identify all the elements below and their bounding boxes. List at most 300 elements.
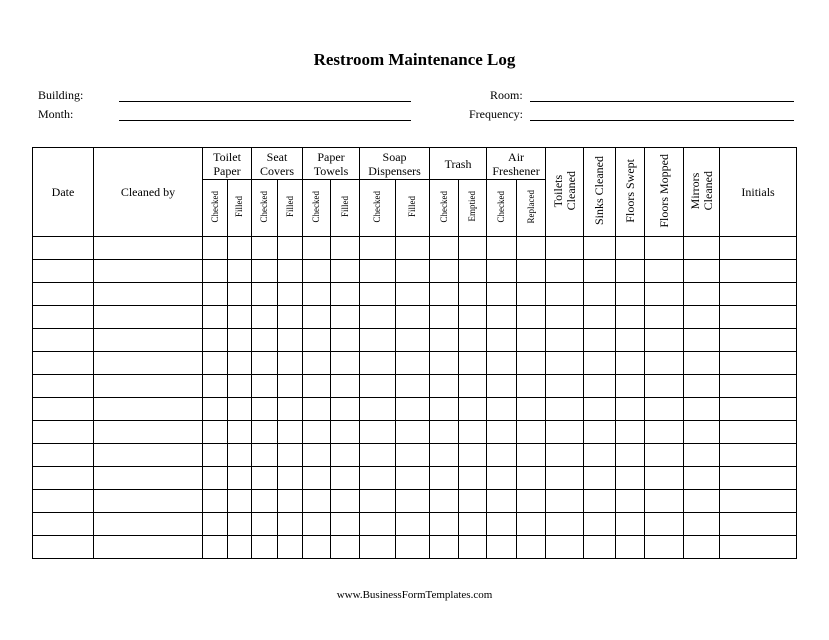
log-cell[interactable]	[252, 421, 278, 444]
log-cell[interactable]	[546, 283, 584, 306]
log-cell[interactable]	[517, 444, 546, 467]
log-cell[interactable]	[303, 490, 331, 513]
log-cell[interactable]	[303, 283, 331, 306]
log-cell[interactable]	[228, 237, 252, 260]
log-cell[interactable]	[331, 398, 360, 421]
log-cell[interactable]	[33, 375, 94, 398]
log-cell[interactable]	[720, 237, 797, 260]
log-cell[interactable]	[278, 260, 303, 283]
log-cell[interactable]	[584, 398, 616, 421]
task-header-label	[658, 154, 671, 228]
log-cell[interactable]	[228, 283, 252, 306]
log-cell[interactable]	[517, 513, 546, 536]
log-cell[interactable]	[616, 260, 645, 283]
log-cell[interactable]	[584, 352, 616, 375]
log-cell[interactable]	[360, 283, 396, 306]
log-cell[interactable]	[360, 352, 396, 375]
log-cell[interactable]	[487, 467, 517, 490]
log-cell[interactable]	[94, 260, 203, 283]
log-cell[interactable]	[546, 329, 584, 352]
log-cell[interactable]	[360, 490, 396, 513]
room-field[interactable]	[530, 101, 794, 102]
log-cell[interactable]	[33, 352, 94, 375]
log-cell[interactable]	[487, 375, 517, 398]
task-header-label	[593, 156, 606, 225]
log-cell[interactable]	[94, 329, 203, 352]
sub-header	[396, 180, 430, 237]
log-cell[interactable]	[546, 536, 584, 559]
log-cell[interactable]	[278, 283, 303, 306]
log-cell[interactable]	[360, 536, 396, 559]
log-cell[interactable]	[720, 352, 797, 375]
log-cell[interactable]	[720, 260, 797, 283]
log-cell[interactable]	[94, 398, 203, 421]
log-cell[interactable]	[584, 490, 616, 513]
log-cell[interactable]	[396, 536, 430, 559]
log-cell[interactable]	[584, 260, 616, 283]
log-cell[interactable]	[94, 444, 203, 467]
log-cell[interactable]	[616, 306, 645, 329]
log-cell[interactable]	[33, 467, 94, 490]
log-cell[interactable]	[33, 283, 94, 306]
log-cell[interactable]	[252, 490, 278, 513]
log-cell[interactable]	[684, 421, 720, 444]
log-cell[interactable]	[487, 536, 517, 559]
log-cell[interactable]	[459, 536, 487, 559]
log-cell[interactable]	[94, 513, 203, 536]
log-cell[interactable]	[616, 467, 645, 490]
log-cell[interactable]	[203, 421, 228, 444]
log-cell[interactable]	[684, 306, 720, 329]
log-cell[interactable]	[252, 444, 278, 467]
log-cell[interactable]	[517, 398, 546, 421]
log-cell[interactable]	[430, 467, 459, 490]
log-cell[interactable]	[430, 329, 459, 352]
log-cell[interactable]	[517, 306, 546, 329]
log-cell[interactable]	[203, 306, 228, 329]
log-cell[interactable]	[360, 421, 396, 444]
log-cell[interactable]	[487, 398, 517, 421]
log-cell[interactable]	[616, 513, 645, 536]
log-cell[interactable]	[396, 513, 430, 536]
log-cell[interactable]	[487, 490, 517, 513]
log-cell[interactable]	[430, 421, 459, 444]
log-cell[interactable]	[487, 444, 517, 467]
log-cell[interactable]	[517, 329, 546, 352]
log-cell[interactable]	[684, 260, 720, 283]
log-cell[interactable]	[584, 513, 616, 536]
log-cell[interactable]	[278, 352, 303, 375]
log-cell[interactable]	[720, 490, 797, 513]
log-cell[interactable]	[546, 306, 584, 329]
log-cell[interactable]	[517, 421, 546, 444]
log-cell[interactable]	[430, 237, 459, 260]
log-cell[interactable]	[360, 398, 396, 421]
log-row	[33, 444, 797, 467]
log-row	[33, 490, 797, 513]
log-cell[interactable]	[396, 352, 430, 375]
log-cell[interactable]	[684, 237, 720, 260]
log-cell[interactable]	[94, 237, 203, 260]
log-cell[interactable]	[645, 329, 684, 352]
log-cell[interactable]	[720, 513, 797, 536]
log-cell[interactable]	[228, 513, 252, 536]
log-cell[interactable]	[331, 375, 360, 398]
log-cell[interactable]	[645, 490, 684, 513]
log-cell[interactable]	[331, 536, 360, 559]
log-cell[interactable]	[645, 375, 684, 398]
log-cell[interactable]	[396, 467, 430, 490]
log-cell[interactable]	[278, 306, 303, 329]
log-cell[interactable]	[94, 283, 203, 306]
log-cell[interactable]	[720, 421, 797, 444]
log-cell[interactable]	[459, 306, 487, 329]
log-cell[interactable]	[278, 398, 303, 421]
log-cell[interactable]	[278, 421, 303, 444]
log-cell[interactable]	[228, 398, 252, 421]
log-cell[interactable]	[645, 237, 684, 260]
log-cell[interactable]	[430, 283, 459, 306]
log-cell[interactable]	[278, 467, 303, 490]
log-cell[interactable]	[228, 490, 252, 513]
log-cell[interactable]	[331, 421, 360, 444]
log-cell[interactable]	[517, 467, 546, 490]
log-cell[interactable]	[720, 398, 797, 421]
log-cell[interactable]	[584, 421, 616, 444]
log-cell[interactable]	[546, 375, 584, 398]
log-cell[interactable]	[584, 536, 616, 559]
log-cell[interactable]	[203, 352, 228, 375]
log-cell[interactable]	[684, 536, 720, 559]
log-cell[interactable]	[94, 352, 203, 375]
log-cell[interactable]	[203, 536, 228, 559]
log-cell[interactable]	[303, 237, 331, 260]
log-cell[interactable]	[303, 467, 331, 490]
task-header-line1: Mirrors	[687, 172, 702, 209]
log-cell[interactable]	[303, 260, 331, 283]
log-cell[interactable]	[303, 306, 331, 329]
log-cell[interactable]	[303, 329, 331, 352]
log-cell[interactable]	[584, 467, 616, 490]
log-cell[interactable]	[487, 306, 517, 329]
log-cell[interactable]	[228, 306, 252, 329]
log-cell[interactable]	[616, 329, 645, 352]
log-cell[interactable]	[203, 329, 228, 352]
log-cell[interactable]	[720, 444, 797, 467]
log-cell[interactable]	[360, 237, 396, 260]
log-cell[interactable]	[616, 283, 645, 306]
log-cell[interactable]	[459, 398, 487, 421]
log-cell[interactable]	[252, 237, 278, 260]
log-cell[interactable]	[459, 329, 487, 352]
log-cell[interactable]	[33, 444, 94, 467]
sub-header	[517, 180, 546, 237]
log-row	[33, 237, 797, 260]
group-header-line1: Paper	[317, 149, 345, 164]
log-cell[interactable]	[517, 375, 546, 398]
log-cell[interactable]	[487, 237, 517, 260]
log-cell[interactable]	[616, 490, 645, 513]
log-cell[interactable]	[360, 260, 396, 283]
log-cell[interactable]	[517, 283, 546, 306]
log-cell[interactable]	[252, 260, 278, 283]
log-cell[interactable]	[430, 490, 459, 513]
log-cell[interactable]	[459, 444, 487, 467]
log-cell[interactable]	[33, 329, 94, 352]
log-cell[interactable]	[645, 306, 684, 329]
log-cell[interactable]	[546, 260, 584, 283]
log-cell[interactable]	[720, 467, 797, 490]
log-cell[interactable]	[203, 467, 228, 490]
log-cell[interactable]	[252, 467, 278, 490]
log-cell[interactable]	[396, 375, 430, 398]
log-cell[interactable]	[252, 283, 278, 306]
log-cell[interactable]	[584, 306, 616, 329]
log-cell[interactable]	[720, 329, 797, 352]
log-cell[interactable]	[396, 421, 430, 444]
log-cell[interactable]	[720, 283, 797, 306]
log-cell[interactable]	[517, 260, 546, 283]
log-cell[interactable]	[616, 421, 645, 444]
log-cell[interactable]	[228, 375, 252, 398]
log-cell[interactable]	[203, 283, 228, 306]
log-cell[interactable]	[360, 375, 396, 398]
log-cell[interactable]	[252, 536, 278, 559]
log-cell[interactable]	[487, 513, 517, 536]
log-cell[interactable]	[396, 398, 430, 421]
log-cell[interactable]	[278, 513, 303, 536]
log-cell[interactable]	[203, 260, 228, 283]
log-cell[interactable]	[278, 444, 303, 467]
log-cell[interactable]	[228, 421, 252, 444]
log-cell[interactable]	[430, 260, 459, 283]
log-cell[interactable]	[396, 444, 430, 467]
log-cell[interactable]	[616, 444, 645, 467]
log-cell[interactable]	[645, 467, 684, 490]
log-cell[interactable]	[278, 237, 303, 260]
log-cell[interactable]	[396, 306, 430, 329]
log-cell[interactable]	[584, 329, 616, 352]
log-cell[interactable]	[459, 375, 487, 398]
log-cell[interactable]	[33, 260, 94, 283]
log-cell[interactable]	[360, 513, 396, 536]
log-cell[interactable]	[33, 421, 94, 444]
log-cell[interactable]	[303, 444, 331, 467]
log-cell[interactable]	[228, 329, 252, 352]
log-cell[interactable]	[684, 283, 720, 306]
log-cell[interactable]	[459, 260, 487, 283]
log-cell[interactable]	[203, 237, 228, 260]
log-cell[interactable]	[203, 375, 228, 398]
log-cell[interactable]	[228, 260, 252, 283]
log-cell[interactable]	[430, 306, 459, 329]
log-cell[interactable]	[459, 352, 487, 375]
log-cell[interactable]	[546, 490, 584, 513]
log-cell[interactable]	[228, 444, 252, 467]
log-cell[interactable]	[616, 375, 645, 398]
log-cell[interactable]	[203, 444, 228, 467]
log-cell[interactable]	[94, 490, 203, 513]
log-cell[interactable]	[203, 490, 228, 513]
log-cell[interactable]	[517, 536, 546, 559]
log-cell[interactable]	[331, 237, 360, 260]
log-cell[interactable]	[487, 352, 517, 375]
sub-header	[228, 180, 252, 237]
log-cell[interactable]	[459, 513, 487, 536]
log-cell[interactable]	[252, 513, 278, 536]
log-cell[interactable]	[546, 444, 584, 467]
log-cell[interactable]	[645, 283, 684, 306]
log-cell[interactable]	[33, 513, 94, 536]
log-cell[interactable]	[616, 398, 645, 421]
log-cell[interactable]	[331, 283, 360, 306]
log-cell[interactable]	[33, 398, 94, 421]
log-cell[interactable]	[684, 329, 720, 352]
log-cell[interactable]	[720, 306, 797, 329]
sub-header	[303, 180, 331, 237]
log-cell[interactable]	[684, 352, 720, 375]
log-cell[interactable]	[616, 352, 645, 375]
log-cell[interactable]	[360, 306, 396, 329]
log-cell[interactable]	[33, 490, 94, 513]
log-cell[interactable]	[616, 237, 645, 260]
log-cell[interactable]	[584, 444, 616, 467]
log-cell[interactable]	[252, 352, 278, 375]
log-cell[interactable]	[303, 352, 331, 375]
log-cell[interactable]	[546, 237, 584, 260]
log-cell[interactable]	[33, 306, 94, 329]
log-cell[interactable]	[331, 306, 360, 329]
log-cell[interactable]	[546, 398, 584, 421]
log-cell[interactable]	[278, 329, 303, 352]
log-cell[interactable]	[430, 352, 459, 375]
log-cell[interactable]	[396, 490, 430, 513]
log-cell[interactable]	[331, 513, 360, 536]
log-cell[interactable]	[645, 260, 684, 283]
log-cell[interactable]	[203, 398, 228, 421]
month-field[interactable]	[119, 120, 411, 121]
log-cell[interactable]	[396, 237, 430, 260]
log-cell[interactable]	[459, 467, 487, 490]
log-cell[interactable]	[278, 536, 303, 559]
log-cell[interactable]	[459, 421, 487, 444]
log-cell[interactable]	[487, 260, 517, 283]
log-cell[interactable]	[616, 536, 645, 559]
log-cell[interactable]	[331, 260, 360, 283]
log-cell[interactable]	[430, 375, 459, 398]
log-cell[interactable]	[430, 536, 459, 559]
log-cell[interactable]	[584, 237, 616, 260]
log-cell[interactable]	[331, 467, 360, 490]
log-cell[interactable]	[228, 352, 252, 375]
log-cell[interactable]	[684, 375, 720, 398]
sub-header-label: Checked	[372, 190, 383, 223]
log-cell[interactable]	[584, 375, 616, 398]
log-cell[interactable]	[331, 444, 360, 467]
log-cell[interactable]	[487, 329, 517, 352]
log-cell[interactable]	[546, 513, 584, 536]
log-cell[interactable]	[645, 352, 684, 375]
log-cell[interactable]	[252, 375, 278, 398]
log-cell[interactable]	[360, 329, 396, 352]
log-cell[interactable]	[684, 444, 720, 467]
log-cell[interactable]	[720, 536, 797, 559]
log-cell[interactable]	[331, 352, 360, 375]
log-cell[interactable]	[684, 490, 720, 513]
log-cell[interactable]	[517, 490, 546, 513]
log-cell[interactable]	[459, 237, 487, 260]
task-header	[546, 148, 584, 237]
log-cell[interactable]	[487, 421, 517, 444]
log-cell[interactable]	[396, 283, 430, 306]
log-cell[interactable]	[331, 329, 360, 352]
log-cell[interactable]	[645, 513, 684, 536]
log-cell[interactable]	[517, 352, 546, 375]
log-cell[interactable]	[396, 260, 430, 283]
log-cell[interactable]	[252, 306, 278, 329]
log-cell[interactable]	[94, 421, 203, 444]
group-header	[203, 148, 252, 180]
log-cell[interactable]	[360, 444, 396, 467]
log-cell[interactable]	[430, 444, 459, 467]
log-cell[interactable]	[252, 329, 278, 352]
log-cell[interactable]	[94, 467, 203, 490]
group-header-line2: Dispensers	[368, 163, 421, 178]
log-cell[interactable]	[684, 467, 720, 490]
log-cell[interactable]	[303, 421, 331, 444]
log-cell[interactable]	[303, 536, 331, 559]
log-cell[interactable]	[303, 398, 331, 421]
log-cell[interactable]	[645, 444, 684, 467]
log-cell[interactable]	[584, 283, 616, 306]
frequency-field[interactable]	[530, 120, 794, 121]
log-cell[interactable]	[94, 306, 203, 329]
task-header	[584, 148, 616, 237]
log-cell[interactable]	[228, 536, 252, 559]
log-cell[interactable]	[546, 352, 584, 375]
log-cell[interactable]	[459, 283, 487, 306]
log-cell[interactable]	[430, 513, 459, 536]
log-cell[interactable]	[94, 536, 203, 559]
log-cell[interactable]	[331, 490, 360, 513]
log-cell[interactable]	[228, 467, 252, 490]
log-cell[interactable]	[645, 398, 684, 421]
log-cell[interactable]	[360, 467, 396, 490]
log-cell[interactable]	[546, 467, 584, 490]
log-cell[interactable]	[396, 329, 430, 352]
log-cell[interactable]	[278, 490, 303, 513]
log-cell[interactable]	[684, 398, 720, 421]
log-cell[interactable]	[517, 237, 546, 260]
log-cell[interactable]	[645, 536, 684, 559]
log-cell[interactable]	[684, 513, 720, 536]
log-cell[interactable]	[720, 375, 797, 398]
building-field[interactable]	[119, 101, 411, 102]
log-cell[interactable]	[33, 536, 94, 559]
log-cell[interactable]	[645, 421, 684, 444]
log-cell[interactable]	[252, 398, 278, 421]
log-cell[interactable]	[430, 398, 459, 421]
log-cell[interactable]	[487, 283, 517, 306]
log-cell[interactable]	[203, 513, 228, 536]
log-cell[interactable]	[459, 490, 487, 513]
log-cell[interactable]	[303, 375, 331, 398]
log-cell[interactable]	[303, 513, 331, 536]
log-cell[interactable]	[94, 375, 203, 398]
log-cell[interactable]	[33, 237, 94, 260]
log-cell[interactable]	[546, 421, 584, 444]
log-cell[interactable]	[278, 375, 303, 398]
